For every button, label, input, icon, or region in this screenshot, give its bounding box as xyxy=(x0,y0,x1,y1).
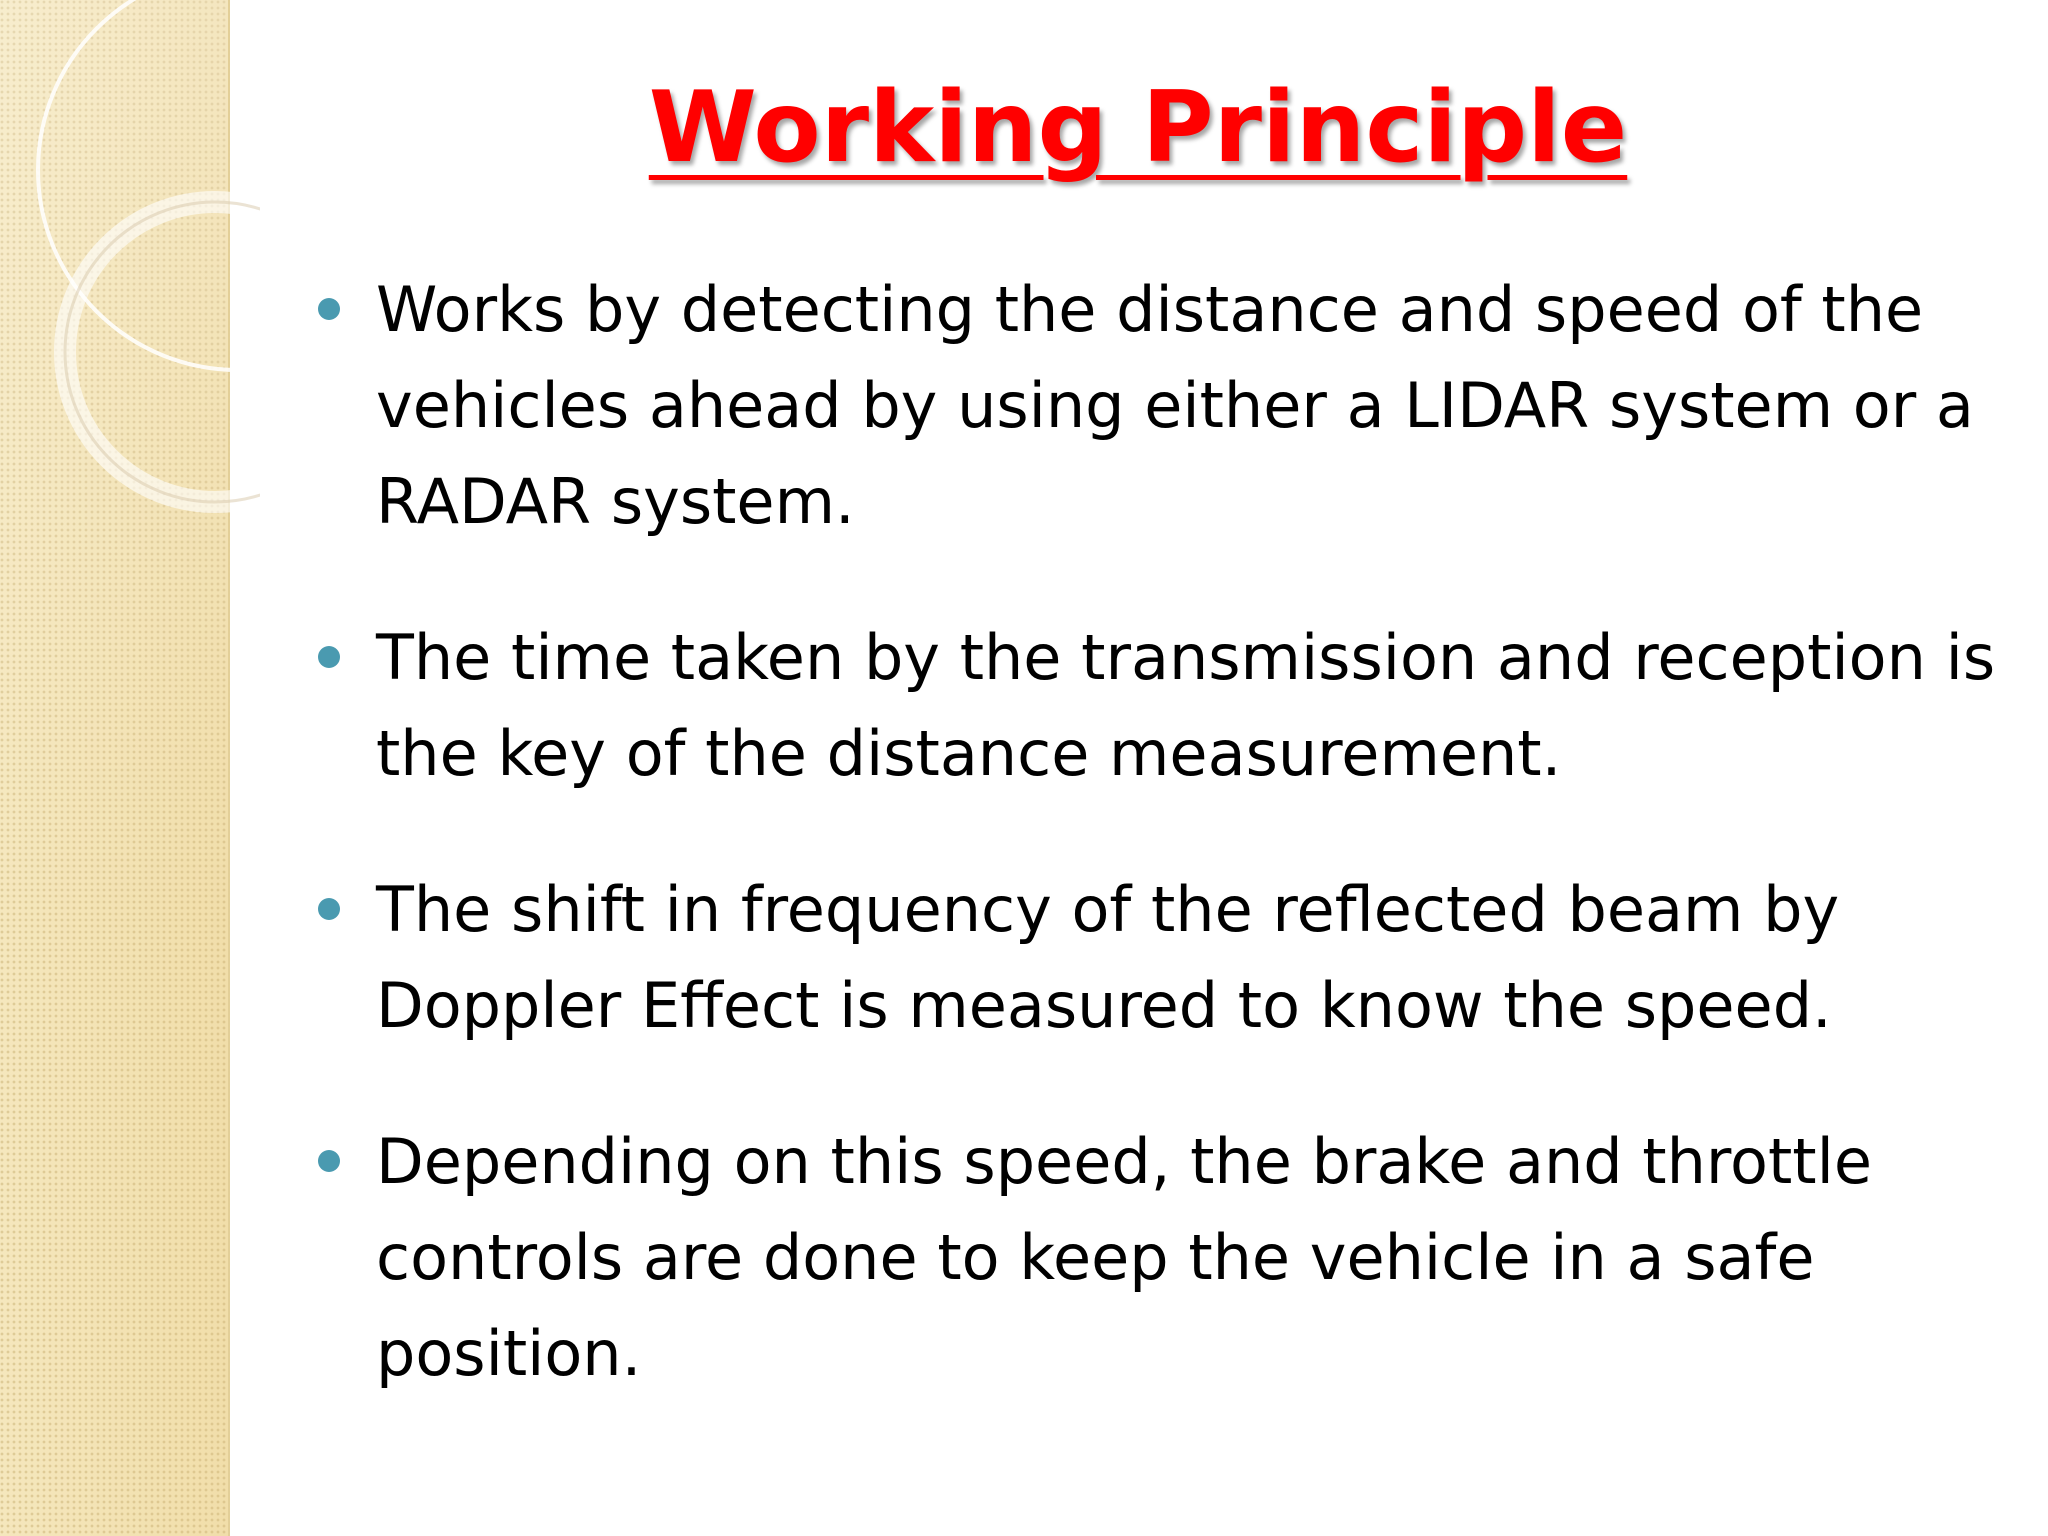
bullet-item-2 xyxy=(318,610,2018,802)
bullet-list xyxy=(318,262,2018,1462)
decorative-rings-icon xyxy=(0,0,260,520)
bullet-text: The shift in frequency of the reflected beam by Doppler Effect is measured to know the speed. xyxy=(376,873,1840,1042)
bullet-text: Works by detecting the distance and speed of the vehicles ahead by using either a LIDAR system or a RADAR system. xyxy=(376,273,1974,538)
bullet-dot-icon xyxy=(318,1150,340,1172)
bullet-dot-icon xyxy=(318,646,340,668)
bullet-text: Depending on this speed, the brake and throttle controls are done to keep the vehicle in a safe position. xyxy=(376,1125,1872,1390)
bullet-dot-icon xyxy=(318,298,340,320)
bullet-dot-icon xyxy=(318,898,340,920)
slide-title: Working Principle xyxy=(648,71,1628,185)
bullet-text: The time taken by the transmission and reception is the key of the distance measurement. xyxy=(376,621,1996,790)
bullet-item-4 xyxy=(318,1114,2018,1402)
bullet-item-1 xyxy=(318,262,2018,550)
bullet-item-3 xyxy=(318,862,2018,1054)
ring-small xyxy=(65,202,260,502)
